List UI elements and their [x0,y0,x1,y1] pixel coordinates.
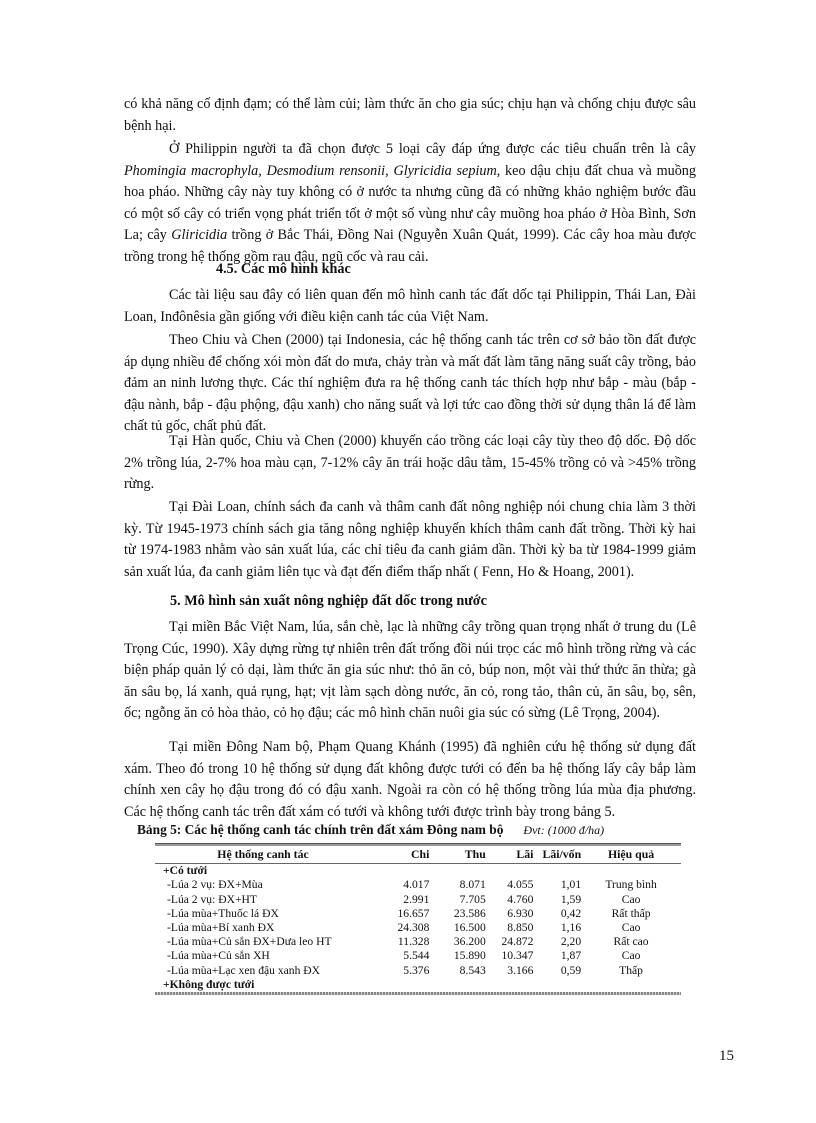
table-caption [137,822,604,838]
section-heading-5: 5. Mô hình sản xuất nông nghiệp đất dốc trong nước [170,593,487,609]
cell-chi: 16.657 [397,906,430,920]
cell-thu: 15.890 [453,949,486,963]
table-row [155,878,681,892]
paragraph-continued: có khả năng cố định đạm; có thể làm củi; làm thức ăn cho gia súc; chịu hạn và chống chịu được sâu bệnh hại. [124,96,696,134]
paragraph-philippin [124,139,696,269]
group-not-irrigated: +Không được tưới [163,977,255,991]
table-group-row [155,978,681,992]
table-group-row [155,864,681,878]
header-lai-von: Lãi/vốn [542,847,582,861]
cell-lai-von: 2,20 [560,935,582,949]
farming-systems-table [155,843,681,995]
table-row [155,935,681,949]
cell-thu: 16.500 [453,921,486,935]
cell-lai: 3.166 [507,963,534,977]
table-row [155,921,681,935]
cell-hieu-qua: Cao [621,949,641,963]
paragraph-north-vietnam: Tại miền Bắc Việt Nam, lúa, sắn chè, lạc là những cây trồng quan trọng nhất ở trung du (Lê Trọng Cúc, 1990). Xây dựng rừng tự nhiên trên đất trống đồi núi trọc các mô hình trồng rừng và các biện pháp quản lý cỏ dại, làm thức ăn gia súc như: thỏ ăn cỏ, búp non, một vài thứ thức ăn thừa; gà ăn sâu bọ, lá xanh, quả rụng, hạt; vịt làm sạch dòng nước, ăn cỏ, rong tảo, thân củ, ăn sâu, bọ, sên, ốc; ngỗng ăn cỏ hòa thảo, cỏ họ đậu; các mô hình chăn nuôi gia súc có sừng (Lê Trọng, 2004). [124,619,696,722]
header-hieu-qua: Hiệu quả [607,847,655,861]
cell-hieu-qua: Trung bình [605,878,657,892]
header-system: Hệ thống canh tác [217,847,309,861]
cell-system: -Lúa mùa+Bí xanh ĐX [167,921,275,935]
cell-system: -Lúa mùa+Củ sắn ĐX+Dưa leo HT [167,935,332,949]
cell-hieu-qua: Rất cao [613,935,649,949]
cell-thu: 8.543 [459,963,486,977]
species-names: Phomingia macrophyla, Desmodium rensonii, Glyricidia sepium [124,162,497,179]
cell-chi: 5.544 [403,949,430,963]
table-unit: Đvt: (1000 đ/ha) [523,823,605,837]
paragraph-indonesia: Theo Chiu và Chen (2000) tại Indonesia, các hệ thống canh tác trên cơ sở bảo tồn đất được áp dụng nhiều để chống xói mòn đất do mưa, chảy tràn và mất đất làm tăng năng suất cây trồng, bảo đảm an ninh lương thực. Các thí nghiệm đưa ra hệ thống canh tác thích hợp như bắp - màu (bắp - đậu nành, bắp - đậu phộng, đậu xanh) cho năng suất và lợi tức cao đồng thời sử dụng thân lá để làm chất tủ gốc, chất phủ đất. [124,332,696,435]
table-row [155,907,681,921]
cell-hieu-qua: Cao [621,921,641,935]
cell-lai-von: 1,59 [560,892,582,906]
group-irrigated: +Có tưới [163,864,208,878]
paragraph-text: , keo dậu chịu đất chua và muồng hoa pháo. Những cây này tuy không có ở nước ta nhưng cũng đã có những khảo nghiệm bước đầu có một số cây có triển vọng phát triển tốt ở một số vùng như cây muồng hoa pháo ở Hòa Bình, Sơn La; cây [124,162,696,244]
cell-hieu-qua: Rất thấp [611,906,651,920]
paragraph-text: Ở Philippin người ta đã chọn được 5 loại cây đáp ứng được các tiêu chuẩn trên là cây [169,141,696,157]
paragraph-taiwan: Tại Đài Loan, chính sách đa canh và thâm canh đất nông nghiệp nói chung chia làm 3 thời kỳ. Từ 1945-1973 chính sách gia tăng nông nghiệp khuyến khích thâm canh đất trồng. Thời kỳ hai từ 1974-1983 nhằm vào sản xuất lúa, các chỉ tiêu đa canh giảm dần. Thời kỳ ba từ 1984-1999 giảm sản xuất lúa, đa canh giảm liên tục và đạt đến điểm thấp nhất ( Fenn, Ho & Hoang, 2001). [124,499,696,580]
species-gliricidia: Gliricidia [171,227,228,244]
cell-system: -Lúa mùa+Củ sắn XH [167,949,270,963]
paragraph-korea: Tại Hàn quốc, Chiu và Chen (2000) khuyến cáo trồng các loại cây tùy theo độ dốc. Độ dốc 2% trồng lúa, 2-7% hoa màu cạn, 7-12% cây ăn trái hoặc dâu tằm, 15-45% trồng cỏ và >45% trồng rừng. [124,433,696,493]
section-heading-4-5: 4.5. Các mô hình khác [216,261,351,277]
table-grid [155,846,681,992]
cell-thu: 36.200 [453,935,486,949]
table-row [155,964,681,978]
header-lai: Lãi [516,847,534,861]
cell-system: -Lúa mùa+Lạc xen đậu xanh ĐX [167,963,321,977]
cell-chi: 2.991 [403,892,430,906]
cell-system: -Lúa 2 vụ: ĐX+Mùa [167,878,263,892]
cell-thu: 7.705 [459,892,486,906]
cell-system: -Lúa 2 vụ: ĐX+HT [167,892,257,906]
cell-lai: 4.760 [507,892,534,906]
paragraph-southeast: Tại miền Đông Nam bộ, Phạm Quang Khánh (1995) đã nghiên cứu hệ thống sử dụng đất xám. Theo đó trong 10 hệ thống sử dụng đất không được tưới có đến ba hệ thống lấy cây bắp làm chính xen cây họ đậu trong đó có đậu xanh. Ngoài ra còn có hệ thống trồng lúa mùa địa phương. Các hệ thống canh tác trên đất xám có tưới và không tưới được trình bày trong bảng 5. [124,739,696,820]
table-row [155,893,681,907]
cell-lai: 10.347 [501,949,534,963]
cell-chi: 4.017 [403,878,430,892]
cell-thu: 8.071 [459,878,486,892]
cell-system: -Lúa mùa+Thuốc lá ĐX [167,906,279,920]
cell-chi: 5.376 [403,963,430,977]
table-bottom-rule [155,992,681,995]
cell-chi: 24.308 [397,921,430,935]
cell-lai-von: 1,16 [560,921,582,935]
page-number: 15 [719,1048,734,1064]
header-chi: Chi [411,847,430,861]
cell-lai-von: 0,59 [560,963,582,977]
cell-lai-von: 0,42 [560,906,582,920]
table-row [155,949,681,963]
cell-thu: 23.586 [453,906,486,920]
cell-hieu-qua: Thấp [619,963,643,977]
header-thu: Thu [464,847,486,861]
paragraph-text: trồng ở Bắc Thái, Đồng Nai (Nguyễn Xuân Quát, 1999). Các cây hoa màu được trồng trong hệ thống gồm rau đậu, ngũ cốc và rau cải. [124,227,696,265]
table-title: Bảng 5: Các hệ thống canh tác chính trên đất xám Đông nam bộ [137,822,504,837]
cell-lai: 4.055 [507,878,534,892]
cell-hieu-qua: Cao [621,892,641,906]
cell-chi: 11.328 [397,935,430,949]
table-header-row [155,846,681,863]
paragraph-other-models: Các tài liệu sau đây có liên quan đến mô hình canh tác đất dốc tại Philippin, Thái Lan, Đài Loan, Inđônêsia gần giống với điều kiện canh tác của Việt Nam. [124,287,696,325]
cell-lai: 24.872 [501,935,534,949]
cell-lai-von: 1,01 [560,878,582,892]
cell-lai: 6.930 [507,906,534,920]
cell-lai-von: 1,87 [560,949,582,963]
cell-lai: 8.850 [507,921,534,935]
